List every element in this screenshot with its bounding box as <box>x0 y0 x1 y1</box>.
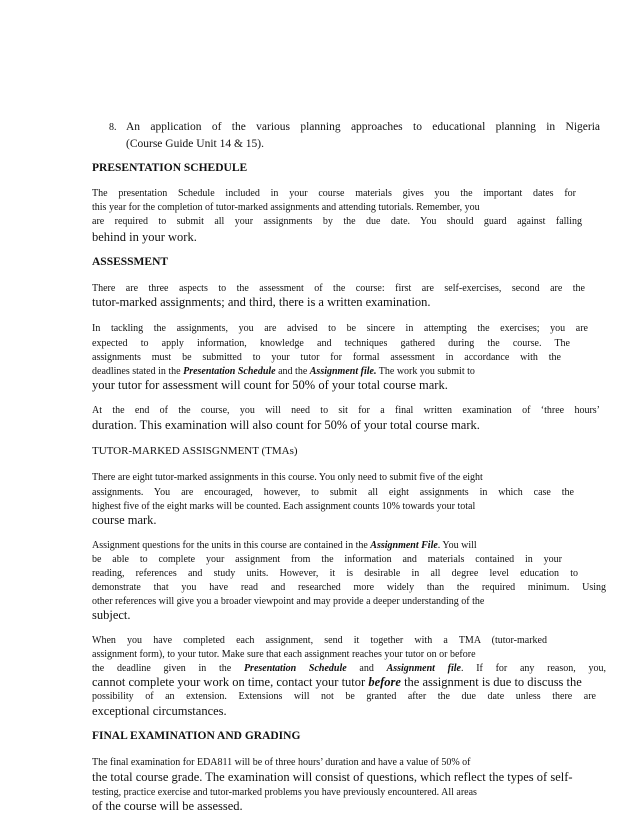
emphasis-assignment-file: Assignment file <box>386 663 461 674</box>
paragraph-line: testing, practice exercise and tutor-marked problems you have previously encountered. All areas <box>92 787 477 798</box>
paragraph-line-mixed <box>92 675 600 690</box>
paragraph-line: expected to apply information, knowledge and techniques gathered during the course. The <box>92 338 570 349</box>
text-run: The work you submit to <box>376 366 475 377</box>
paragraph-line: subject. <box>92 608 131 622</box>
paragraph-line: exceptional circumstances. <box>92 704 227 718</box>
paragraph-line: demonstrate that you have read and researched more widely than the required minimum. Using <box>92 582 606 593</box>
paragraph-line: tutor-marked assignments; and third, there is a written examination. <box>92 295 431 309</box>
paragraph-line: assignments must be submitted to your tutor for formal assessment in accordance with the <box>92 352 561 363</box>
paragraph-line: When you have completed each assignment, send it together with a TMA (tutor-marked <box>92 635 547 646</box>
section-heading-presentation: PRESENTATION SCHEDULE <box>92 162 248 174</box>
paragraph-line: be able to complete your assignment from the information and materials contained in your <box>92 554 562 565</box>
paragraph-line: are required to submit all your assignments by the due date. You should guard against falling <box>92 216 582 227</box>
emphasis-presentation-schedule: Presentation Schedule <box>183 366 276 377</box>
section-heading-tma: TUTOR-MARKED ASSISGNMENT (TMAs) <box>92 445 298 457</box>
text-run: the deadline given in the <box>92 663 244 674</box>
text-run: deadlines stated in the <box>92 366 184 377</box>
paragraph-line: this year for the completion of tutor-marked assignments and attending tutorials. Remember, you <box>92 202 480 213</box>
paragraph-line: other references will give you a broader viewpoint and may provide a deeper understanding of the <box>92 596 485 607</box>
list-number: 8. <box>109 122 117 133</box>
paragraph-line-mixed <box>92 539 600 552</box>
paragraph-line: assignments. You are encouraged, however, to submit all eight assignments in which case the <box>92 487 574 498</box>
paragraph-line: reading, references and study units. However, it is desirable in all degree level education to <box>92 568 578 579</box>
emphasis-presentation-schedule: Presentation Schedule <box>243 663 347 674</box>
paragraph-line: There are three aspects to the assessment of the course: first are self-exercises, second are the <box>92 283 585 294</box>
paragraph-line: possibility of an extension. Extensions will not be granted after the due date unless there are <box>92 691 596 702</box>
paragraph-line: There are eight tutor-marked assignments in this course. You only need to submit five of the eight <box>92 472 483 483</box>
paragraph-line: your tutor for assessment will count for 50% of your total course mark. <box>92 378 448 392</box>
paragraph-line: The final examination for EDA811 will be of three hours’ duration and have a value of 50% of <box>92 757 471 768</box>
paragraph-line: duration. This examination will also count for 50% of your total course mark. <box>92 418 480 432</box>
emphasis-assignment-file: Assignment File <box>370 540 438 551</box>
section-heading-assessment: ASSESSMENT <box>92 256 169 268</box>
paragraph-line: At the end of the course, you will need to sit for a final written examination of ‘three hours’ <box>92 405 600 416</box>
paragraph-line: behind in your work. <box>92 230 197 244</box>
paragraph-line: The presentation Schedule included in your course materials gives you the important dates for <box>92 188 576 199</box>
text-run: cannot complete your work on time, contact your tutor <box>92 675 369 689</box>
paragraph-line: the total course grade. The examination will consist of questions, which reflect the types of self- <box>92 770 573 784</box>
paragraph-line: highest five of the eight marks will be counted. Each assignment counts 10% towards your total <box>92 501 476 512</box>
paragraph-line: course mark. <box>92 513 157 527</box>
paragraph-line: of the course will be assessed. <box>92 799 243 813</box>
emphasis-before: before <box>368 675 401 689</box>
paragraph-line: assignment form), to your tutor. Make sure that each assignment reaches your tutor on or before <box>92 649 476 660</box>
text-run: . If for any reason, you, <box>460 663 606 674</box>
emphasis-assignment-file: Assignment file. <box>309 366 377 377</box>
paragraph-line-mixed <box>92 365 600 378</box>
paragraph-line: In tackling the assignments, you are advised to be sincere in attempting the exercises; you are <box>92 323 588 334</box>
text-run: and the <box>275 366 310 377</box>
text-run: . You will <box>437 540 477 551</box>
text-run: Assignment questions for the units in this course are contained in the <box>92 540 371 551</box>
list-item-text-cont: (Course Guide Unit 14 & 15). <box>126 138 264 150</box>
section-heading-final: FINAL EXAMINATION AND GRADING <box>92 730 301 742</box>
text-run: and <box>346 663 387 674</box>
list-item-text: An application of the various planning approaches to educational planning in Nigeria <box>126 121 600 133</box>
text-run: the assignment is due to discuss the <box>400 675 582 689</box>
paragraph-line-mixed <box>92 662 606 675</box>
